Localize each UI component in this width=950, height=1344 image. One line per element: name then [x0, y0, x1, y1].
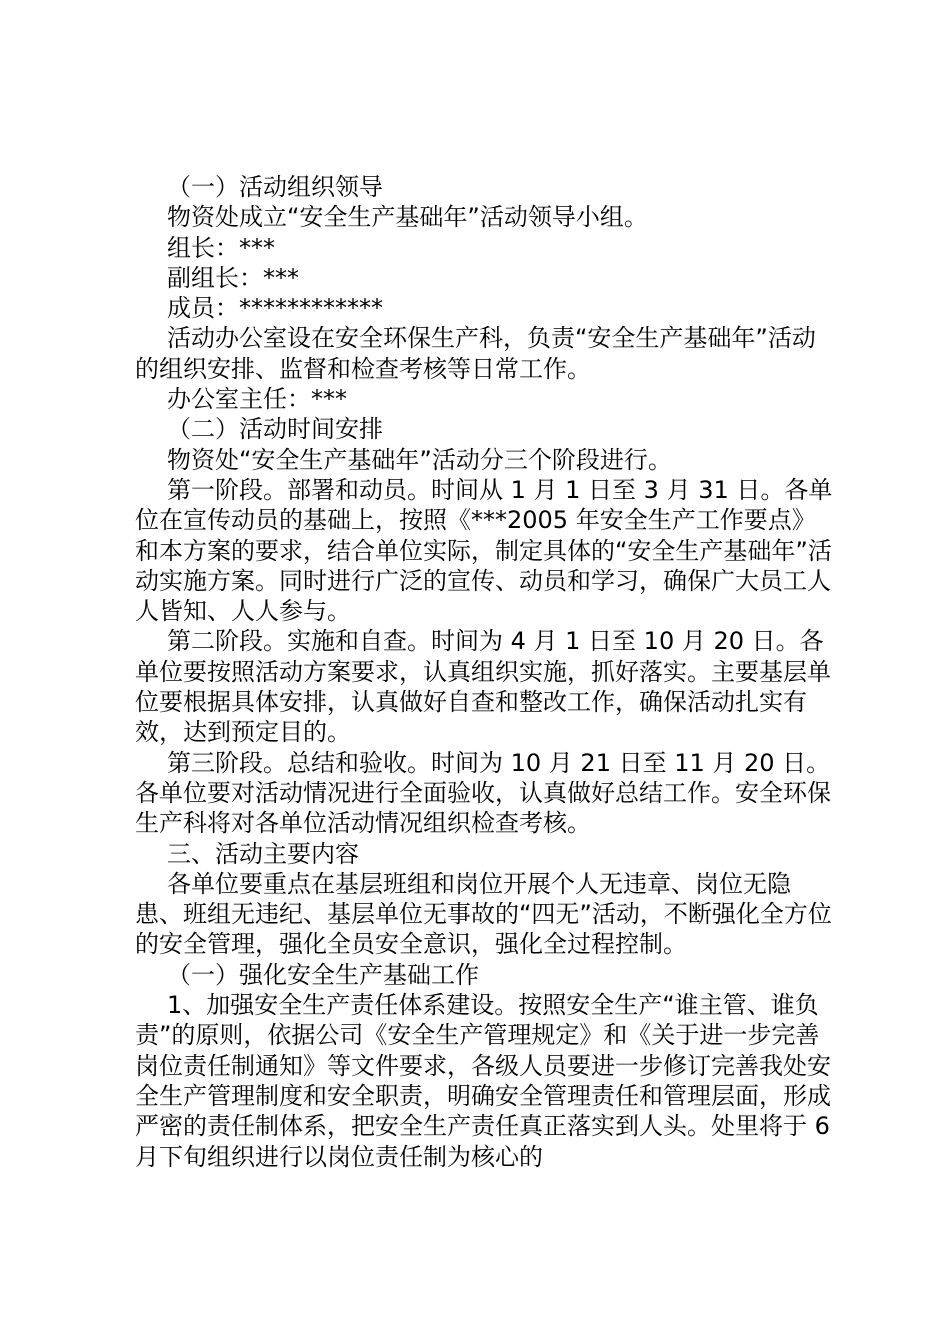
paragraph-stage-one: 第一阶段。部署和动员。时间从 1 月 1 日至 3 月 31 日。各单位在宣传动员的基础上，按照《***2005 年安全生产工作要点》和本方案的要求，结合单位实际，制定具体的“安全生产基础年”活动实施方案。同时进行广泛的宣传、动员和学习，确保广大员工人人皆知、人人参与。	[135, 475, 833, 626]
section-heading-strengthen-basics: （一）强化安全生产基础工作	[167, 960, 479, 989]
section-heading-time-schedule: （二）活动时间安排	[167, 415, 383, 444]
section-heading-main-content: 三、活动主要内容	[167, 839, 359, 868]
paragraph-activity-office: 活动办公室设在安全环保生产科，负责“安全生产基础年”活动的组织安排、监督和检查考核等日常工作。	[135, 324, 816, 383]
section-heading-activity-organization: （一）活动组织领导	[167, 173, 383, 201]
paragraph-stage-three: 第三阶段。总结和验收。时间为 10 月 21 日至 11 月 20 日。各单位要对活动情况进行全面验收，认真做好总结工作。安全环保生产科将对各单位活动情况组织检查考核。	[135, 748, 831, 838]
paragraph-members: 成员：************	[167, 294, 383, 323]
paragraph-deputy-leader: 副组长：***	[167, 263, 299, 292]
paragraph-three-stages: 物资处“安全生产基础年”活动分三个阶段进行。	[167, 445, 672, 474]
paragraph-office-director: 办公室主任：***	[167, 385, 347, 414]
document-body	[135, 172, 835, 1172]
paragraph-responsibility-system: 1、加强安全生产责任体系建设。按照安全生产“谁主管、谁负责”的原则，依据公司《安全生产管理规定》和《关于进一步完善岗位责任制通知》等文件要求，各级人员要进一步修订完善我处安全生产管理制度和安全职责，明确安全管理责任和管理层面，形成严密的责任制体系，把安全生产责任真正落实到人头。处里将于 6 月下旬组织进行以岗位责任制为核心的	[135, 991, 831, 1171]
paragraph-four-no-activity: 各单位要重点在基层班组和岗位开展个人无违章、岗位无隐患、班组无违纪、基层单位无事故的“四无”活动，不断强化全方位的安全管理，强化全员安全意识，强化全过程控制。	[135, 869, 832, 959]
paragraph-stage-two: 第二阶段。实施和自查。时间为 4 月 1 日至 10 月 20 日。各单位要按照活动方案要求，认真组织实施，抓好落实。主要基层单位要根据具体安排，认真做好自查和整改工作，确保活动扎实有效，达到预定目的。	[135, 627, 831, 747]
paragraph-group-leader: 组长：***	[167, 233, 275, 262]
paragraph-leading-group: 物资处成立“安全生产基础年”活动领导小组。	[167, 203, 648, 232]
